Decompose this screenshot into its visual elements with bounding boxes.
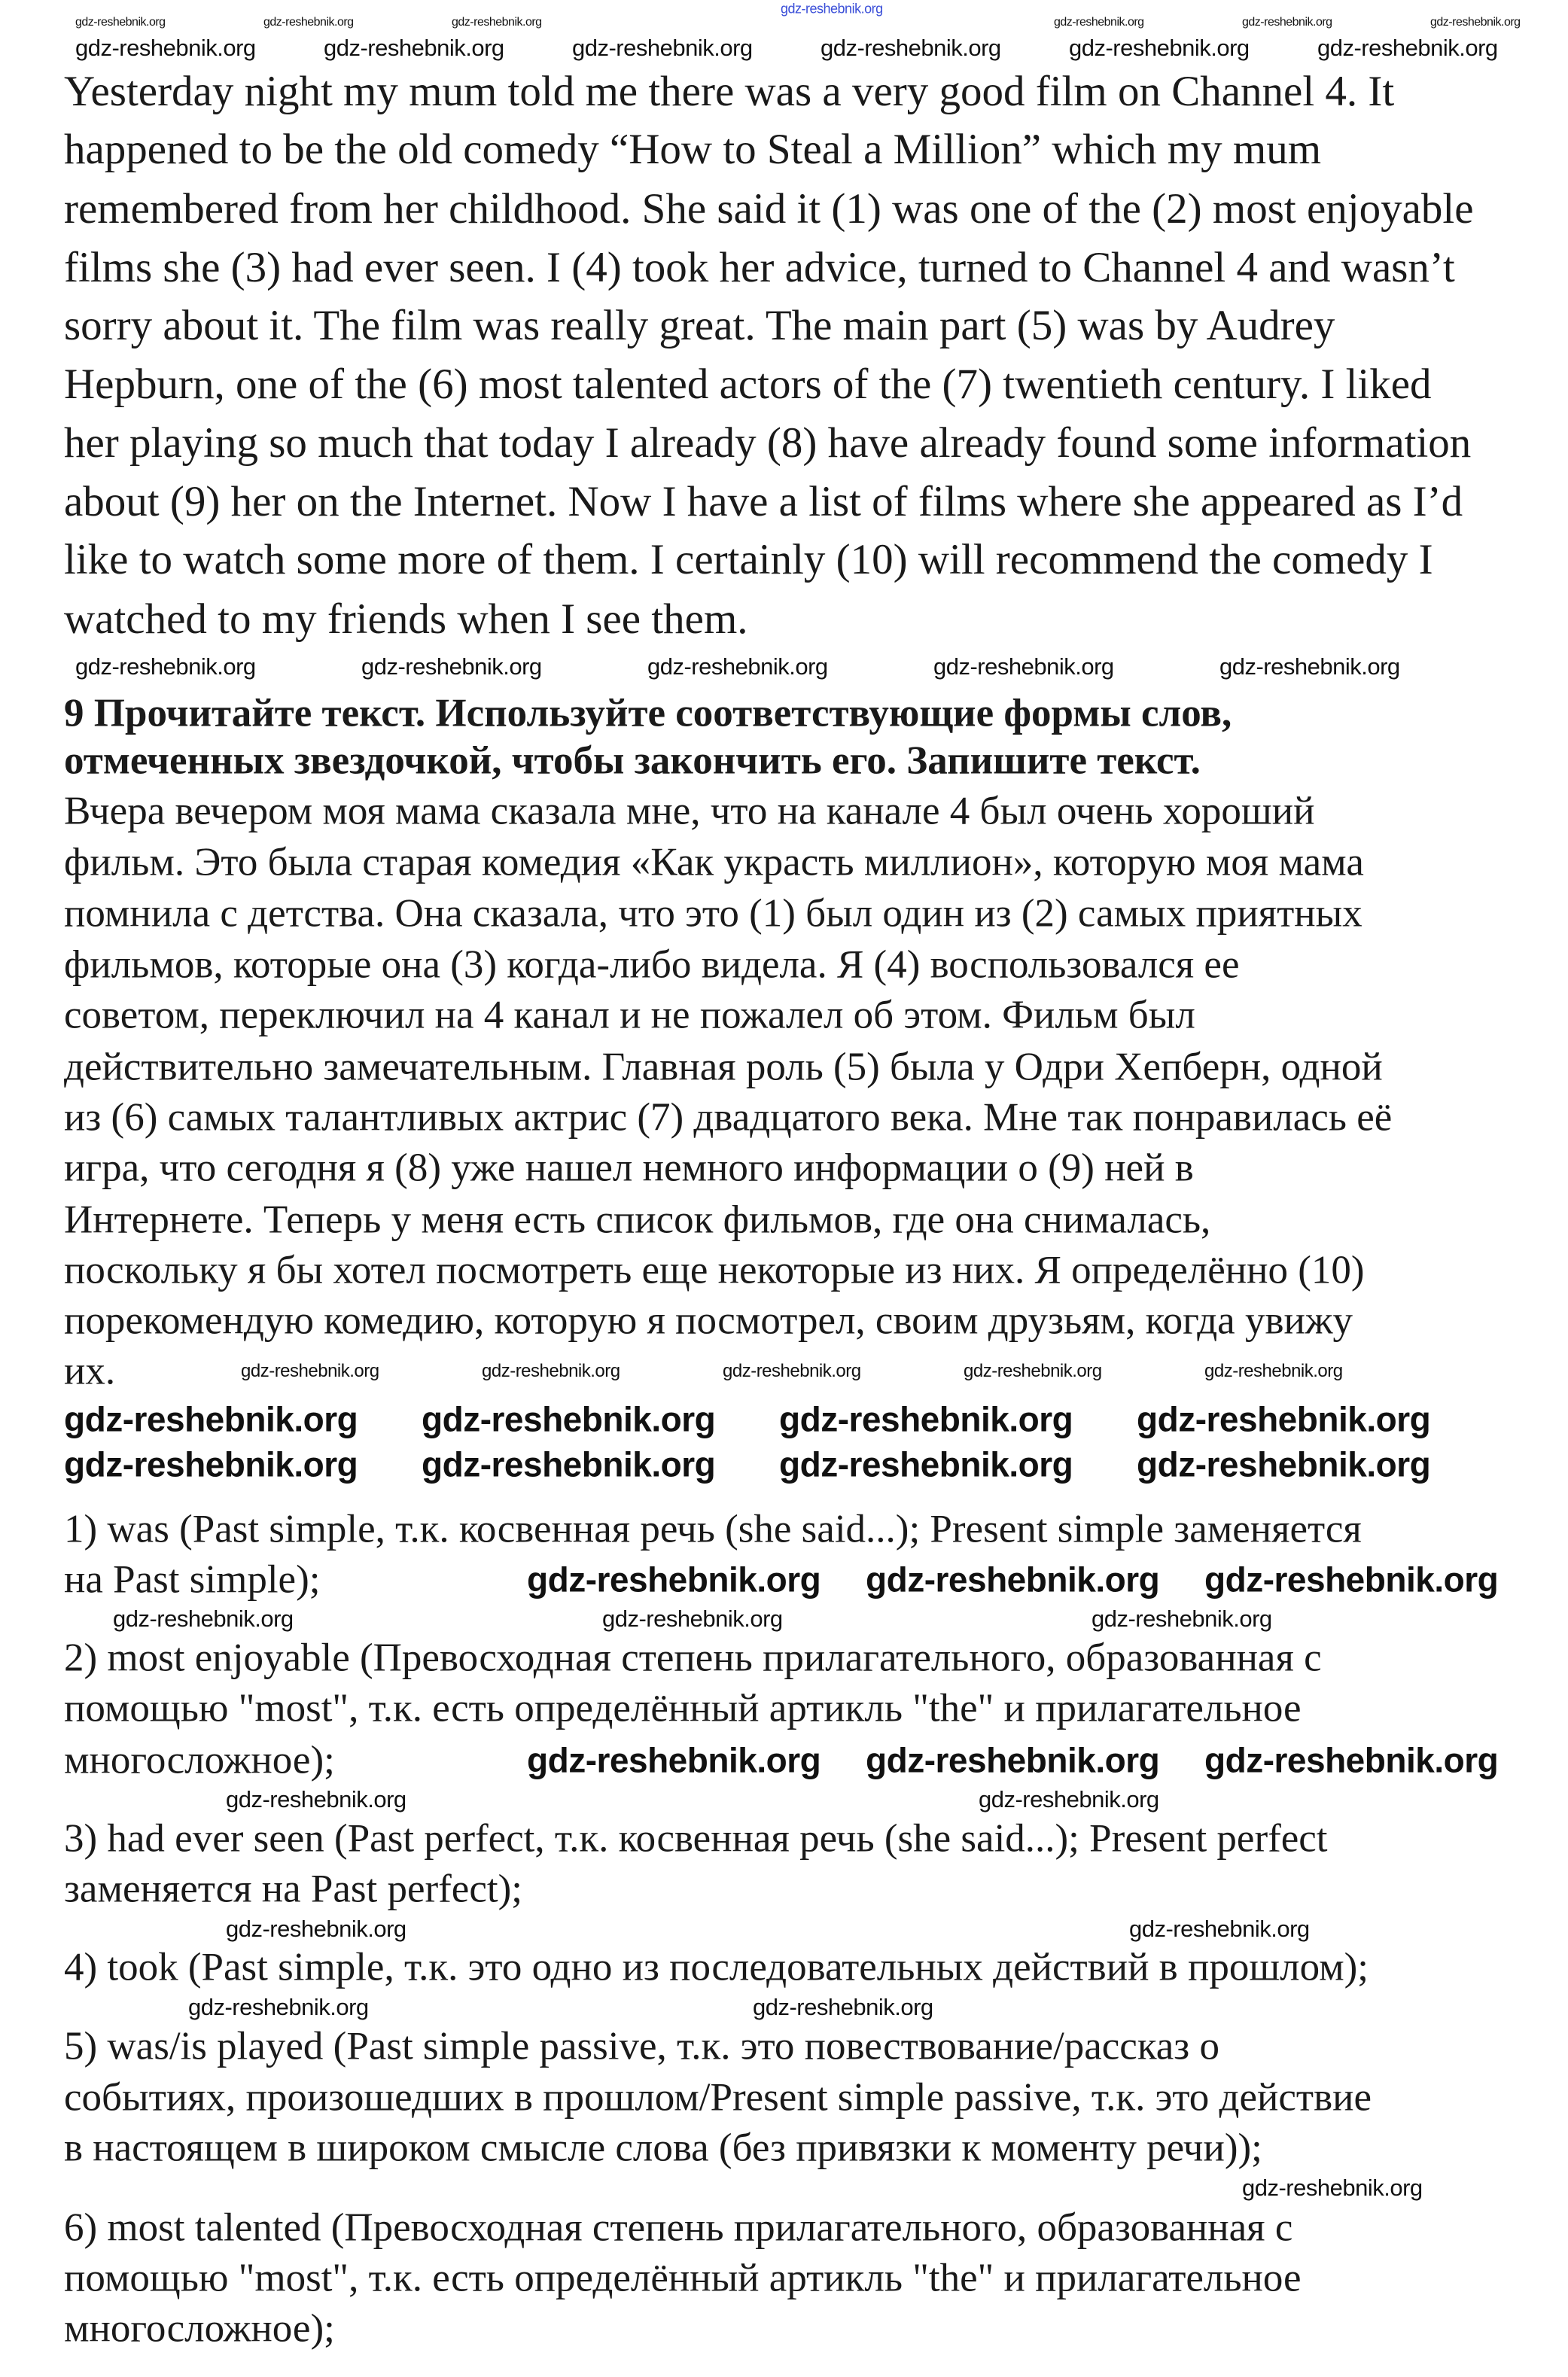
watermark: gdz-reshebnik.org (1054, 15, 1144, 29)
watermark: gdz-reshebnik.org (1092, 1605, 1272, 1633)
watermark: gdz-reshebnik.org (1204, 1740, 1499, 1780)
watermark: gdz-reshebnik.org (527, 1560, 821, 1599)
watermark: gdz-reshebnik.org (647, 653, 828, 680)
text-line: советом, переключил на 4 канал и не пожалел об этом. Фильм был (64, 993, 1195, 1037)
text-line: about (9) her on the Internet. Now I have a list of films where she appeared as I’d (64, 478, 1463, 526)
watermark: gdz-reshebnik.org (241, 1361, 379, 1382)
text-line: Hepburn, one of the (6) most talented actors of the (7) twentieth century. I liked (64, 361, 1432, 409)
answer-line: 2) most enjoyable (Превосходная степень прилагательного, образованная с (64, 1636, 1322, 1680)
watermark: gdz-reshebnik.org (1430, 15, 1521, 29)
watermark: gdz-reshebnik.org (781, 1, 883, 17)
watermark: gdz-reshebnik.org (1204, 1361, 1343, 1382)
text-line: игра, что сегодня я (8) уже нашел немного информации о (9) ней в (64, 1146, 1194, 1190)
watermark: gdz-reshebnik.org (75, 653, 256, 680)
watermark: gdz-reshebnik.org (723, 1361, 861, 1382)
watermark: gdz-reshebnik.org (1129, 1916, 1310, 1943)
watermark: gdz-reshebnik.org (1137, 1399, 1431, 1439)
text-line: sorry about it. The film was really great. The main part (5) was by Audrey (64, 302, 1335, 350)
watermark: gdz-reshebnik.org (226, 1786, 406, 1813)
watermark: gdz-reshebnik.org (1219, 653, 1400, 680)
answer-line: помощью "most", т.к. есть определённый артикль "the" и прилагательное (64, 2256, 1302, 2300)
watermark: gdz-reshebnik.org (1242, 2175, 1423, 2202)
watermark: gdz-reshebnik.org (422, 1444, 716, 1484)
watermark: gdz-reshebnik.org (1137, 1444, 1431, 1484)
answer-line: многосложное); (64, 2306, 335, 2351)
text-line: watched to my friends when I see them. (64, 595, 748, 644)
answer-line: 1) was (Past simple, т.к. косвенная речь (she said...); Present simple заменяется (64, 1507, 1362, 1551)
text-line: remembered from her childhood. She said it (1) was one of the (2) most enjoyable (64, 185, 1474, 233)
answer-line: событиях, произошедших в прошлом/Present simple passive, т.к. это действие (64, 2075, 1372, 2120)
watermark: gdz-reshebnik.org (779, 1444, 1073, 1484)
watermark: gdz-reshebnik.org (324, 35, 504, 62)
heading-line: 9 Прочитайте текст. Используйте соответствующие формы слов, (64, 691, 1232, 735)
text-line: фильмов, которые она (3) когда-либо видела. Я (4) воспользовался ее (64, 942, 1240, 987)
text-line: happened to be the old comedy “How to Steal a Million” which my mum (64, 126, 1322, 174)
text-line: Интернете. Теперь у меня есть список фильмов, где она снималась, (64, 1198, 1211, 1242)
heading-line: отмеченных звездочкой, чтобы закончить его. Запишите текст. (64, 738, 1201, 783)
watermark: gdz-reshebnik.org (422, 1399, 716, 1439)
answer-line: помощью "most", т.к. есть определённый артикль "the" и прилагательное (64, 1686, 1302, 1730)
answer-line: 5) was/is played (Past simple passive, т.к. это повествование/рассказ о (64, 2024, 1219, 2068)
answer-line: 6) most talented (Превосходная степень прилагательного, образованная с (64, 2205, 1293, 2250)
watermark: gdz-reshebnik.org (933, 653, 1114, 680)
answer-line: на Past simple); (64, 1557, 321, 1602)
watermark: gdz-reshebnik.org (64, 1399, 358, 1439)
watermark: gdz-reshebnik.org (602, 1605, 783, 1633)
watermark: gdz-reshebnik.org (964, 1361, 1102, 1382)
watermark: gdz-reshebnik.org (527, 1740, 821, 1780)
watermark: gdz-reshebnik.org (75, 35, 256, 62)
text-line: films she (3) had ever seen. I (4) took her advice, turned to Channel 4 and wasn’t (64, 244, 1455, 292)
watermark: gdz-reshebnik.org (452, 15, 542, 29)
answer-line: многосложное); (64, 1738, 335, 1782)
watermark: gdz-reshebnik.org (482, 1361, 620, 1382)
watermark: gdz-reshebnik.org (113, 1605, 294, 1633)
text-line: действительно замечательным. Главная роль (5) была у Одри Хепберн, одной (64, 1045, 1383, 1089)
watermark: gdz-reshebnik.org (572, 35, 753, 62)
text-line: like to watch some more of them. I certainly (10) will recommend the comedy I (64, 536, 1433, 584)
answer-line: 4) took (Past simple, т.к. это одно из последовательных действий в прошлом); (64, 1945, 1369, 1989)
watermark: gdz-reshebnik.org (979, 1786, 1159, 1813)
watermark: gdz-reshebnik.org (64, 1444, 358, 1484)
text-line: помнила с детства. Она сказала, что это (1) был один из (2) самых приятных (64, 891, 1362, 936)
watermark: gdz-reshebnik.org (1204, 1560, 1499, 1599)
watermark: gdz-reshebnik.org (226, 1916, 406, 1943)
text-line: Вчера вечером моя мама сказала мне, что на канале 4 был очень хороший (64, 789, 1315, 833)
watermark: gdz-reshebnik.org (866, 1740, 1160, 1780)
answer-line: в настоящем в широком смысле слова (без привязки к моменту речи)); (64, 2126, 1262, 2170)
watermark: gdz-reshebnik.org (1317, 35, 1498, 62)
watermark: gdz-reshebnik.org (1069, 35, 1250, 62)
answer-line: 3) had ever seen (Past perfect, т.к. косвенная речь (she said...); Present perfect (64, 1816, 1328, 1861)
watermark: gdz-reshebnik.org (361, 653, 542, 680)
text-line: her playing so much that today I already (8) have already found some information (64, 419, 1472, 467)
watermark: gdz-reshebnik.org (866, 1560, 1160, 1599)
watermark: gdz-reshebnik.org (263, 15, 354, 29)
text-line: фильм. Это была старая комедия «Как украсть миллион», которую моя мама (64, 840, 1364, 884)
watermark: gdz-reshebnik.org (188, 1994, 369, 2021)
watermark: gdz-reshebnik.org (779, 1399, 1073, 1439)
watermark: gdz-reshebnik.org (753, 1994, 933, 2021)
answer-line: заменяется на Past perfect); (64, 1867, 522, 1911)
text-line: их. (64, 1349, 116, 1393)
text-line: из (6) самых талантливых актрис (7) двадцатого века. Мне так понравилась её (64, 1095, 1393, 1140)
watermark: gdz-reshebnik.org (821, 35, 1001, 62)
text-line: порекомендую комедию, которую я посмотрел, своим друзьям, когда увижу (64, 1298, 1353, 1343)
watermark: gdz-reshebnik.org (1242, 15, 1332, 29)
text-line: поскольку я бы хотел посмотреть еще некоторые из них. Я определённо (10) (64, 1248, 1365, 1292)
text-line: Yesterday night my mum told me there was a very good film on Channel 4. It (64, 68, 1395, 116)
watermark: gdz-reshebnik.org (75, 15, 166, 29)
